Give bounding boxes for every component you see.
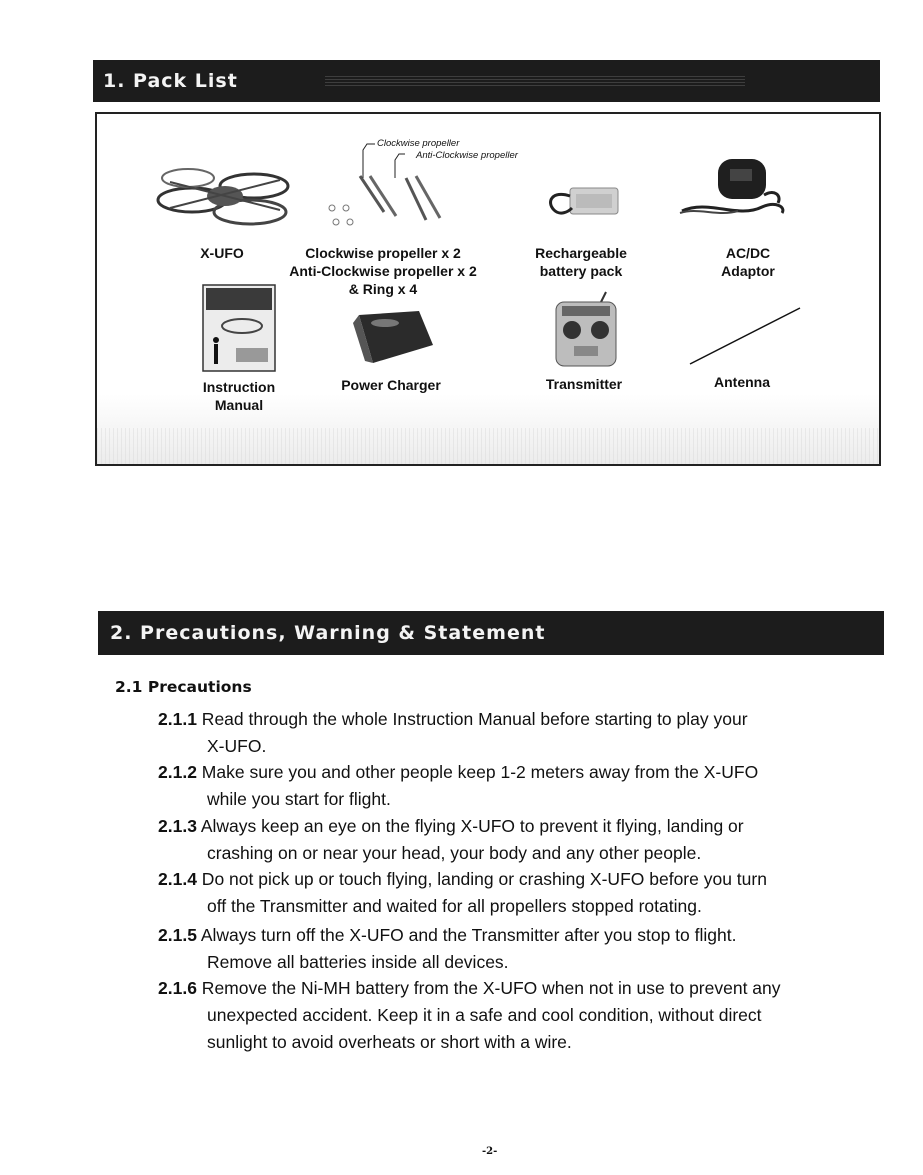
callout-anti-clockwise: Anti-Clockwise propeller: [416, 150, 518, 161]
manual-icon: [202, 284, 276, 372]
battery-icon: [540, 180, 625, 225]
precaution-continuation: Remove all batteries inside all devices.: [207, 952, 509, 972]
item-label-manual: [194, 378, 284, 414]
precaution-line: [158, 866, 888, 893]
label-line: battery pack: [539, 263, 623, 279]
item-label-adaptor: [706, 244, 790, 280]
precaution-text: Read through the whole Instruction Manual before starting to play your: [196, 709, 748, 729]
precaution-number: 2.1.6: [158, 978, 197, 998]
precaution-number: 2.1.4: [158, 869, 197, 889]
section-header-precautions: [98, 611, 884, 655]
precaution-line: [158, 706, 888, 733]
precaution-number: 2.1.1: [158, 709, 197, 729]
callout-clockwise: Clockwise propeller: [377, 138, 460, 149]
section-title: 1. Pack List: [103, 70, 238, 92]
precaution-continuation: crashing on or near your head, your body and any other people.: [207, 843, 702, 863]
precaution-line: [158, 975, 888, 1002]
precaution-continuation: unexpected accident. Keep it in a safe and cool condition, without direct: [207, 1005, 762, 1025]
precaution-continuation: sunlight to avoid overheats or short with a wire.: [207, 1032, 572, 1052]
page-number: -2-: [482, 1146, 498, 1157]
precaution-continuation: X-UFO.: [207, 736, 267, 756]
label-line: AC/DC: [725, 245, 771, 261]
precaution-item: [158, 922, 888, 976]
precaution-continuation: off the Transmitter and waited for all propellers stopped rotating.: [207, 896, 702, 916]
precaution-text: Always turn off the X-UFO and the Transmitter after you stop to flight.: [196, 925, 737, 945]
precaution-line: [158, 922, 888, 949]
precaution-item: [158, 975, 888, 1056]
precaution-number: 2.1.2: [158, 762, 197, 782]
precaution-item: [158, 706, 888, 760]
drone-icon: [150, 160, 300, 230]
label-line: Transmitter: [545, 376, 623, 392]
label-line: Rechargeable: [535, 245, 627, 261]
label-line: Adaptor: [721, 263, 775, 279]
precaution-text: Always keep an eye on the flying X-UFO to prevent it flying, landing or: [196, 816, 744, 836]
precaution-text: Do not pick up or touch flying, landing or crashing X-UFO before you turn: [196, 869, 767, 889]
item-label-propellers: [270, 244, 496, 298]
precaution-number: 2.1.5: [158, 925, 197, 945]
item-label-transmitter: [530, 375, 638, 393]
box-scan-texture: [97, 428, 879, 464]
propellers-icon: [322, 172, 452, 232]
label-line: Clockwise propeller x 2: [305, 245, 461, 261]
charger-icon: [345, 305, 437, 367]
precaution-line: [158, 813, 888, 840]
label-line: X-UFO: [200, 245, 244, 261]
header-scan-streaks: [325, 76, 745, 88]
precaution-item: [158, 866, 888, 920]
transmitter-icon: [550, 290, 622, 370]
label-line: Instruction: [202, 379, 276, 395]
adaptor-icon: [678, 155, 790, 225]
item-label-antenna: [700, 373, 784, 391]
label-line: Manual: [214, 397, 264, 413]
item-label-x-ufo: [192, 244, 252, 262]
section-title: 2. Precautions, Warning & Statement: [110, 622, 546, 644]
precaution-continuation: while you start for flight.: [207, 789, 391, 809]
section-header-pack-list: [93, 60, 880, 102]
precaution-number: 2.1.3: [158, 816, 197, 836]
antenna-icon: [688, 306, 803, 366]
label-line: Antenna: [714, 374, 770, 390]
precaution-item: [158, 759, 888, 813]
label-line: Power Charger: [341, 377, 441, 393]
subsection-title: 2.1 Precautions: [115, 678, 252, 696]
precaution-text: Remove the Ni-MH battery from the X-UFO when not in use to prevent any: [196, 978, 781, 998]
item-label-charger: [326, 376, 456, 394]
item-label-battery: [520, 244, 642, 280]
label-line: & Ring x 4: [348, 281, 418, 297]
label-line: Anti-Clockwise propeller x 2: [289, 263, 477, 279]
precaution-text: Make sure you and other people keep 1-2 meters away from the X-UFO: [196, 762, 759, 782]
precaution-line: [158, 759, 888, 786]
precaution-item: [158, 813, 888, 867]
